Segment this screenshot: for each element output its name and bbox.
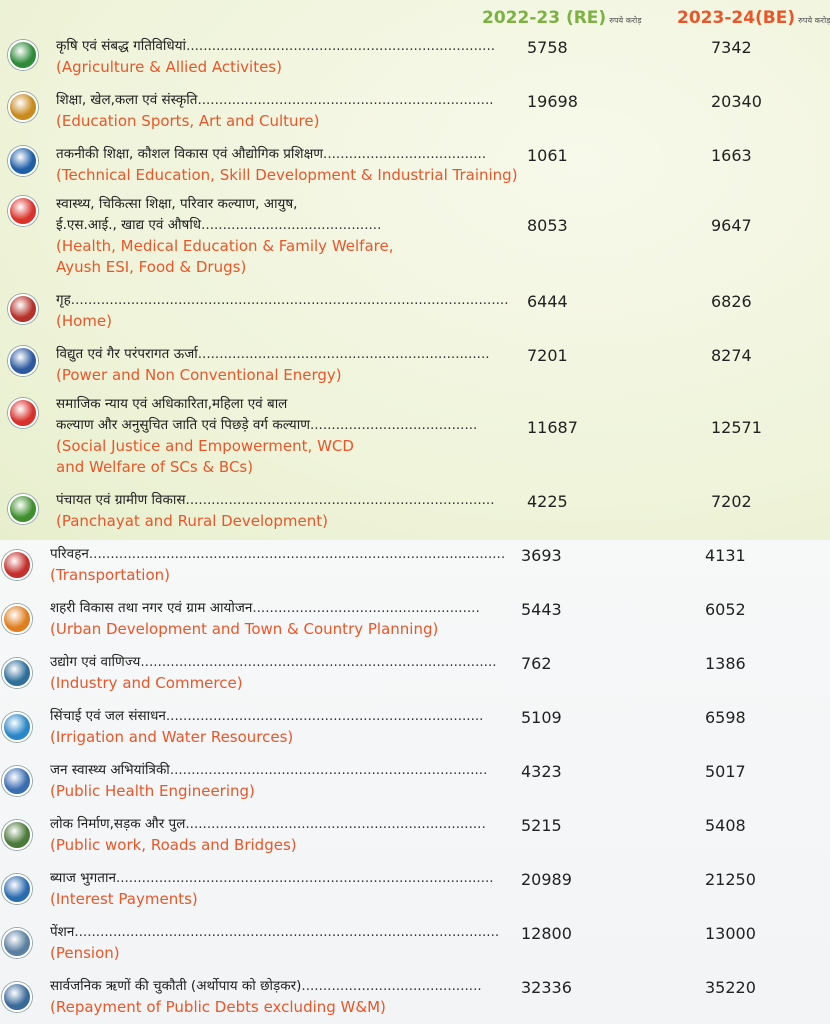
hindi-label-line: तकनीकी शिक्षा, कौशल विकास एवं औद्योगिक प्रशिक्षण...................................... <box>56 146 487 162</box>
leader-dots: ..................................................................... <box>197 92 494 108</box>
leader-dots: ........................................................................ <box>186 38 496 54</box>
hindi-label-line: जन स्वास्थ्य अभियांत्रिकी.......................................................................... <box>50 762 488 778</box>
hindi-label-line: पेंशन................................................................................................... <box>50 924 500 940</box>
re-value: 5443 <box>521 600 562 619</box>
re-value: 1061 <box>527 146 568 165</box>
hindi-label-line: समाजिक न्याय एवं अधिकारिता,महिला एवं बाल <box>56 396 288 412</box>
re-value: 5758 <box>527 38 568 57</box>
english-label-line: (Power and Non Conventional Energy) <box>56 366 342 384</box>
re-value: 5215 <box>521 816 562 835</box>
hindi-label <box>50 706 483 727</box>
hindi-label <box>50 922 499 943</box>
english-label <box>50 673 243 694</box>
hindi-label-line: कृषि एवं संबद्ध गतिविधियां........................................................................ <box>56 38 496 54</box>
hindi-label-line: शिक्षा, खेल,कला एवं संस्कृति..................................................................... <box>56 92 494 108</box>
english-label-line: (Social Justice and Empowerment, WCD <box>56 437 354 455</box>
re-value: 4225 <box>527 492 568 511</box>
leader-dots: .................................................................... <box>197 346 490 362</box>
hindi-label <box>50 544 505 565</box>
hindi-label-line: शहरी विकास तथा नगर एवं ग्राम आयोजन..................................................... <box>50 600 480 616</box>
health-icon <box>8 196 38 226</box>
english-label <box>56 365 342 386</box>
leader-dots: ........................................................................................ <box>115 870 494 886</box>
re-value: 762 <box>521 654 552 673</box>
leader-dots: ...................................................................... <box>185 816 486 832</box>
english-label <box>50 565 170 586</box>
english-label <box>50 619 438 640</box>
english-label <box>56 236 393 278</box>
hindi-label-line: विद्युत एवं गैर परंपरागत ऊर्जा.................................................................... <box>56 346 490 362</box>
english-label-line: (Industry and Commerce) <box>50 674 243 692</box>
re-value: 7201 <box>527 346 568 365</box>
scales-icon <box>2 982 32 1012</box>
english-label-line: Ayush ESI, Food & Drugs) <box>56 258 247 276</box>
english-label-line: (Urban Development and Town & Country Planning) <box>50 620 439 638</box>
be-value: 35220 <box>705 978 756 997</box>
hindi-label-line: सिंचाई एवं जल संसाधन.......................................................................... <box>50 708 484 724</box>
be-value: 9647 <box>711 216 752 235</box>
hindi-label <box>56 290 509 311</box>
leader-dots: ................................................................................................. <box>88 546 506 562</box>
english-label-line: (Interest Payments) <box>50 890 198 908</box>
header-be: 2023-24(BE) रुपये करोड़ <box>677 8 830 28</box>
be-value: 20340 <box>711 92 762 111</box>
english-label <box>50 943 120 964</box>
hindi-label <box>50 760 487 781</box>
english-label-line: (Education Sports, Art and Culture) <box>56 112 320 130</box>
english-label-line: (Technical Education, Skill Development & Industrial Training) <box>56 166 518 184</box>
leader-dots: ........................................................................ <box>185 492 495 508</box>
hindi-label <box>56 394 477 436</box>
be-value: 7202 <box>711 492 752 511</box>
re-value: 32336 <box>521 978 572 997</box>
re-value: 3693 <box>521 546 562 565</box>
hindi-label-line: ब्याज भुगतान........................................................................................ <box>50 870 494 886</box>
be-value: 21250 <box>705 870 756 889</box>
hindi-label <box>56 344 490 365</box>
english-label-line: (Agriculture & Allied Activites) <box>56 58 282 76</box>
hindi-label-line: सार्वजनिक ऋणों की चुकौती (अर्थोपाय को छोड़कर).......................................... <box>50 978 482 994</box>
re-value: 20989 <box>521 870 572 889</box>
leader-dots: ...................................... <box>323 146 487 162</box>
agriculture-icon <box>8 40 38 70</box>
hindi-label-line: परिवहन................................................................................................. <box>50 546 506 562</box>
water-drop-icon <box>2 712 32 742</box>
leader-dots: .......................................... <box>201 217 382 233</box>
panchayat-icon <box>8 494 38 524</box>
english-label <box>56 111 319 132</box>
leader-dots: ................................................................................... <box>140 654 497 670</box>
hindi-label-line: लोक निर्माण,सड़क और पुल...................................................................... <box>50 816 486 832</box>
education-icon <box>8 92 38 122</box>
hindi-label-line: उद्योग एवं वाणिज्य................................................................................... <box>50 654 497 670</box>
english-label-line: (Repayment of Public Debts excluding W&M) <box>50 998 386 1016</box>
factory-icon <box>2 658 32 688</box>
leader-dots: .......................................................................... <box>165 708 484 724</box>
english-label-line: (Public work, Roads and Bridges) <box>50 836 297 854</box>
police-badge-icon <box>8 294 38 324</box>
english-label <box>56 165 518 186</box>
be-value: 7342 <box>711 38 752 57</box>
hindi-label <box>50 652 497 673</box>
pension-icon <box>2 928 32 958</box>
english-label-line: (Public Health Engineering) <box>50 782 255 800</box>
english-label <box>50 781 255 802</box>
be-value: 1663 <box>711 146 752 165</box>
hindi-label <box>50 868 494 889</box>
english-label-line: (Transportation) <box>50 566 171 584</box>
english-label <box>56 311 112 332</box>
english-label <box>50 997 386 1018</box>
technical-education-icon <box>8 146 38 176</box>
hindi-label <box>56 90 494 111</box>
phed-icon <box>2 766 32 796</box>
english-label <box>56 511 328 532</box>
be-value: 12571 <box>711 418 762 437</box>
be-value: 5017 <box>705 762 746 781</box>
hindi-label-line: ई.एस.आई., खाद्य एवं औषधि.......................................... <box>56 217 382 233</box>
hindi-label-line: स्वास्थ्य, चिकित्सा शिक्षा, परिवार कल्याण, आयुष, <box>56 196 298 212</box>
english-label <box>50 835 297 856</box>
leader-dots: .......................................................................... <box>169 762 488 778</box>
leader-dots: ................................................................................................... <box>74 924 500 940</box>
transport-icon <box>2 550 32 580</box>
hindi-label <box>56 144 486 165</box>
re-value: 11687 <box>527 418 578 437</box>
be-value: 6826 <box>711 292 752 311</box>
hindi-label <box>56 194 381 236</box>
english-label-line: (Irrigation and Water Resources) <box>50 728 294 746</box>
roads-bridges-icon <box>2 820 32 850</box>
social-justice-icon <box>8 398 38 428</box>
hindi-label-line: पंचायत एवं ग्रामीण विकास........................................................................ <box>56 492 495 508</box>
urban-development-icon <box>2 604 32 634</box>
english-label <box>50 727 293 748</box>
be-value: 5408 <box>705 816 746 835</box>
re-value: 12800 <box>521 924 572 943</box>
be-value: 6052 <box>705 600 746 619</box>
power-tower-icon <box>8 346 38 376</box>
hindi-label-line: कल्याण और अनुसुचित जाति एवं पिछड़े वर्ग कल्याण....................................... <box>56 417 478 433</box>
hindi-label <box>50 598 480 619</box>
english-label <box>56 436 354 478</box>
re-value: 5109 <box>521 708 562 727</box>
be-value: 13000 <box>705 924 756 943</box>
english-label-line: (Health, Medical Education & Family Welfare, <box>56 237 394 255</box>
interest-icon <box>2 874 32 904</box>
be-value: 8274 <box>711 346 752 365</box>
english-label-line: and Welfare of SCs & BCs) <box>56 458 254 476</box>
hindi-label <box>50 976 482 997</box>
english-label <box>56 57 282 78</box>
leader-dots: ....................................... <box>309 417 478 433</box>
re-value: 4323 <box>521 762 562 781</box>
re-value: 6444 <box>527 292 568 311</box>
re-value: 8053 <box>527 216 568 235</box>
be-value: 1386 <box>705 654 746 673</box>
english-label-line: (Pension) <box>50 944 120 962</box>
hindi-label <box>56 36 495 57</box>
leader-dots: ..................................................... <box>252 600 480 616</box>
be-value: 6598 <box>705 708 746 727</box>
header-re: 2022-23 (RE) रुपये करोड़ <box>482 8 642 28</box>
re-value: 19698 <box>527 92 578 111</box>
english-label-line: (Home) <box>56 312 113 330</box>
be-value: 4131 <box>705 546 746 565</box>
leader-dots: ...................................................................................................... <box>70 292 509 308</box>
leader-dots: .......................................... <box>301 978 482 994</box>
english-label <box>50 889 198 910</box>
hindi-label <box>50 814 486 835</box>
hindi-label <box>56 490 495 511</box>
english-label-line: (Panchayat and Rural Development) <box>56 512 328 530</box>
hindi-label-line: गृह...................................................................................................... <box>56 292 509 308</box>
